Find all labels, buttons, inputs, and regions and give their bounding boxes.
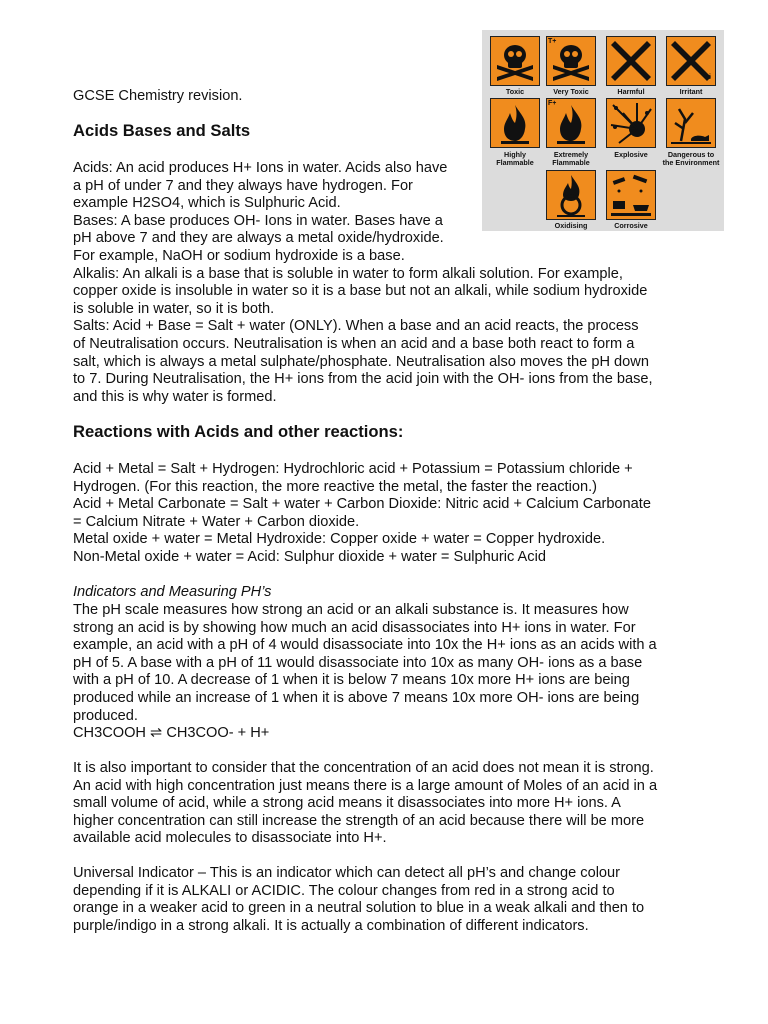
text-line: Bases: A base produces OH- Ions in water. Bases have a [73,212,443,229]
text-line: Salts: Acid + Base = Salt + water (ONLY). When a base and an acid reacts, the process [73,318,639,335]
harmful-cross-icon [606,36,656,86]
text-line: = Calcium Nitrate + Water + Carbon dioxide. [73,513,360,530]
hazard-symbols-panel [482,30,724,231]
oxidising-flame-over-circle-icon [546,170,596,220]
text-line: produced while an increase of 1 when it is above 7 means 10x more OH- ions are being [73,690,640,706]
dangerous-environment-icon [666,98,716,148]
text-line: produced. [73,707,138,724]
text-line: An acid with high concentration just means there is a large amount of Moles of an acid in a [73,777,658,794]
document-title: GCSE Chemistry revision. [73,88,243,104]
text-line: small volume of acid, while a strong acid means it disassociates into more H+ ions. A [73,795,621,812]
text-line: of Neutralisation occurs. Neutralisation is when an acid and a base both react to form a [73,336,635,352]
highly-flammable-flame-icon [490,98,540,148]
extremely-flammable-caption: Extremely Flammable [552,150,590,167]
text-line: Universal Indicator – This is an indicator which can detect all pH’s and change colour [73,865,621,881]
text-line: with a pH of 10. A decrease of 1 when it is below 7 means 10x more H+ ions are being [73,672,630,689]
text-line: higher concentration can still increase the strength of an acid because there will be more [73,812,645,829]
text-line: Hydrogen. (For this reaction, the more reactive the metal, the faster the reaction.) [73,478,597,495]
chemical-equation: CH3COOH ⇌ CH3COO- + H+ [73,725,270,742]
explosive-icon [606,98,656,148]
text-line: a pH of under 7 and they always have hydrogen. For [73,177,413,194]
toxic-caption: Toxic [505,87,525,96]
text-line: For example, NaOH or sodium hydroxide is a base. [73,248,405,264]
section-heading-reactions: Reactions with Acids and other reactions: [73,422,404,441]
text-line: Acids: An acid produces H+ Ions in water. Acids also have [73,160,448,176]
text-line: The pH scale measures how strong an acid or an alkali substance is. It measures how [73,602,629,618]
highly-flammable-caption: Highly Flammable [496,150,534,167]
text-line: and this is why water is formed. [73,388,277,405]
text-line: example H2SO4, which is Sulphuric Acid. [73,195,341,212]
text-line: orange in a weaker acid to green in a neutral solution to blue in a weak alkali and then to [73,900,645,917]
text-line: Non-Metal oxide + water = Acid: Sulphur dioxide + water = Sulphuric Acid [73,549,546,565]
toxic-skull-icon [490,36,540,86]
text-line: salt, which is always a metal sulphate/phosphate. Neutralisation also moves the pH down [73,353,649,370]
oxidising-caption: Oxidising [554,221,588,230]
dangerous-environment-caption: Dangerous to the Environment [662,150,720,167]
text-line: Metal oxide + water = Metal Hydroxide: Copper oxide + water = Copper hydroxide. [73,531,606,548]
text-line: copper oxide is insoluble in water so it is a base but not an alkali, while sodium hydroxide [73,283,648,300]
text-line: Acid + Metal Carbonate = Salt + water + Carbon Dioxide: Nitric acid + Calcium Carbonate [73,496,651,513]
text-line: available acid molecules to disassociate into H+. [73,830,387,847]
text-line: depending if it is ALKALI or ACIDIC. The colour changes from red in a strong acid to [73,882,615,899]
text-line: strong an acid is by showing how much an acid disassociates into H+ ions in water. For [73,619,636,636]
harmful-caption: Harmful [617,87,645,96]
text-line: pH above 7 and they are always a metal oxide/hydroxide. [73,230,444,247]
text-line: purple/indigo in a strong alkali. It is actually a combination of different indicators. [73,917,589,934]
section-heading-indicators: Indicators and Measuring PH’s [73,584,272,600]
text-line: pH of 5. A base with a pH of 11 would disassociate into 10x as many OH- ions as a base [73,654,643,671]
text-line: to 7. During Neutralisation, the H+ ions from the acid join with the OH- ions from the base, [73,371,653,388]
corrosive-caption: Corrosive [614,221,648,230]
text-line: is soluble in water, so it is both. [73,300,275,317]
very-toxic-caption: Very Toxic [553,87,589,96]
f-plus-tag: F+ [548,100,557,107]
text-line: Alkalis: An alkali is a base that is soluble in water to form alkali solution. For example, [73,265,623,282]
text-line: It is also important to consider that the concentration of an acid does not mean it is strong. [73,760,654,776]
text-line: Acid + Metal = Salt + Hydrogen: Hydrochloric acid + Potassium = Potassium chloride + [73,461,633,477]
corrosive-icon [606,170,656,220]
irritant-caption: Irritant [679,87,703,96]
explosive-caption: Explosive [614,150,648,159]
text-line: example, an acid with a pH of 4 would disassociate into 10x the H+ ions as an acids with a [73,637,657,654]
t-plus-tag: T+ [548,38,557,45]
section-heading-acids: Acids Bases and Salts [73,121,251,140]
i-tag: i [709,74,711,81]
